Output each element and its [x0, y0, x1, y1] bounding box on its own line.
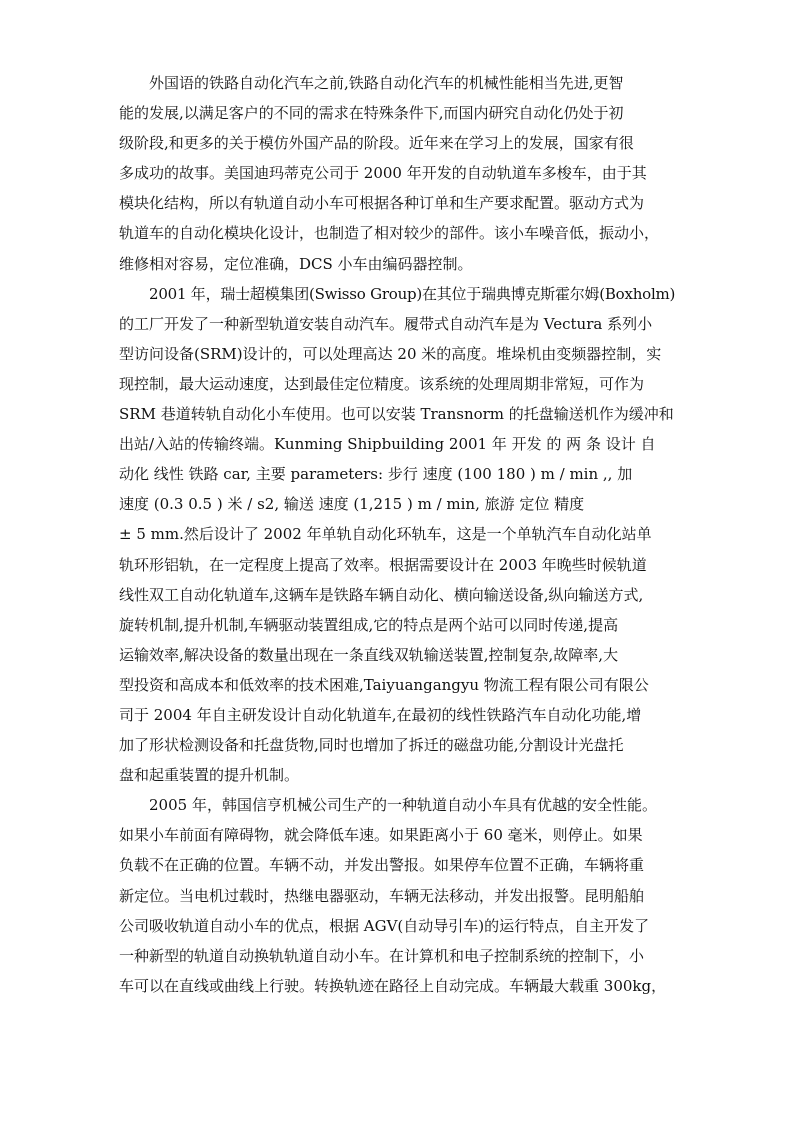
document-body — [119, 68, 675, 1001]
paragraph — [119, 279, 675, 791]
text-line: ± 5 mm.然后设计了 2002 年单轨自动化环轨车，这是一个单轨汽车自动化站单 — [119, 525, 652, 544]
text-line: 司于 2004 年自主研发设计自动化轨道车,在最初的线性铁路汽车自动化功能,增 — [119, 705, 642, 724]
text-line: 型投资和高成本和低效率的技术困难,Taiyuangangyu 物流工程有限公司有限公 — [119, 675, 649, 694]
text-line: 运输效率,解决设备的数量出现在一条直线双轨输送装置,控制复杂,故障率,大 — [119, 645, 619, 664]
text-line: 多成功的故事。美国迪玛蒂克公司于 2000 年开发的自动轨道车多梭车，由于其 — [119, 164, 647, 183]
text-line: 公司吸收轨道自动小车的优点，根据 AGV(自动导引车)的运行特点，自主开发了 — [119, 916, 650, 935]
text-line: 轨环形铝轨，在一定程度上提高了效率。根据需要设计在 2003 年晚些时候轨道 — [119, 555, 647, 574]
text-line: 级阶段,和更多的关于模仿外国产品的阶段。近年来在学习上的发展，国家有很 — [119, 134, 634, 153]
text-line: 动化 线性 铁路 car, 主要 parameters: 步行 速度 (100 180 ) m / min ,, 加 — [119, 465, 633, 484]
text-line: 的工厂开发了一种新型轨道安装自动汽车。履带式自动汽车是为 Vectura 系列小 — [119, 314, 653, 333]
text-line: SRM 巷道转轨自动化小车使用。也可以安装 Transnorm 的托盘输送机作为缓冲和 — [119, 405, 674, 424]
text-line: 负载不在正确的位置。车辆不动，并发出警报。如果停车位置不正确，车辆将重 — [119, 856, 645, 875]
text-line: 能的发展,以满足客户的不同的需求在特殊条件下,而国内研究自动化仍处于初 — [119, 104, 624, 123]
text-line: 出站/入站的传输终端。Kunming Shipbuilding 2001 年 开发 的 两 条 设计 自 — [119, 435, 656, 454]
text-line: 速度 (0.3 0.5 ) 米 / s2, 输送 速度 (1,215 ) m / min, 旅游 定位 精度 — [119, 495, 585, 514]
text-line: 线性双工自动化轨道车,这辆车是铁路车辆自动化、横向输送设备,纵向输送方式, — [119, 585, 644, 604]
text-line: 2005 年，韩国信亨机械公司生产的一种轨道自动小车具有优越的安全性能。 — [149, 796, 657, 815]
text-line: 旋转机制,提升机制,车辆驱动装置组成,它的特点是两个站可以同时传递,提高 — [119, 615, 619, 634]
text-line: 新定位。当电机过载时，热继电器驱动，车辆无法移动，并发出报警。昆明船舶 — [119, 886, 645, 905]
text-line: 盘和起重装置的提升机制。 — [119, 766, 300, 785]
text-line: 型访问设备(SRM)设计的，可以处理高达 20 米的高度。堆垛机由变频器控制，实 — [119, 344, 662, 363]
paragraph — [119, 790, 675, 1001]
text-line: 如果小车前面有障碍物，就会降低车速。如果距离小于 60 毫米，则停止。如果 — [119, 826, 643, 845]
text-line: 模块化结构，所以有轨道自动小车可根据各种订单和生产要求配置。驱动方式为 — [119, 194, 645, 213]
text-line: 现控制，最大运动速度，达到最佳定位精度。该系统的处理周期非常短，可作为 — [119, 374, 645, 393]
text-line: 维修相对容易，定位准确，DCS 小车由编码器控制。 — [119, 254, 473, 273]
text-line: 2001 年，瑞士超模集团(Swisso Group)在其位于瑞典博克斯霍尔姆(Boxholm) — [149, 284, 675, 303]
text-line: 加了形状检测设备和托盘货物,同时也增加了拆迁的磁盘功能,分割设计光盘托 — [119, 736, 624, 755]
text-line: 轨道车的自动化模块化设计，也制造了相对较少的部件。该小车噪音低，振动小， — [119, 224, 660, 243]
paragraph — [119, 68, 675, 279]
text-line: 车可以在直线或曲线上行驶。转换轨迹在路径上自动完成。车辆最大载重 300kg， — [119, 976, 667, 995]
text-line: 外国语的铁路自动化汽车之前,铁路自动化汽车的机械性能相当先进,更智 — [149, 74, 624, 92]
text-line: 一种新型的轨道自动换轨轨道自动小车。在计算机和电子控制系统的控制下，小 — [119, 946, 645, 965]
